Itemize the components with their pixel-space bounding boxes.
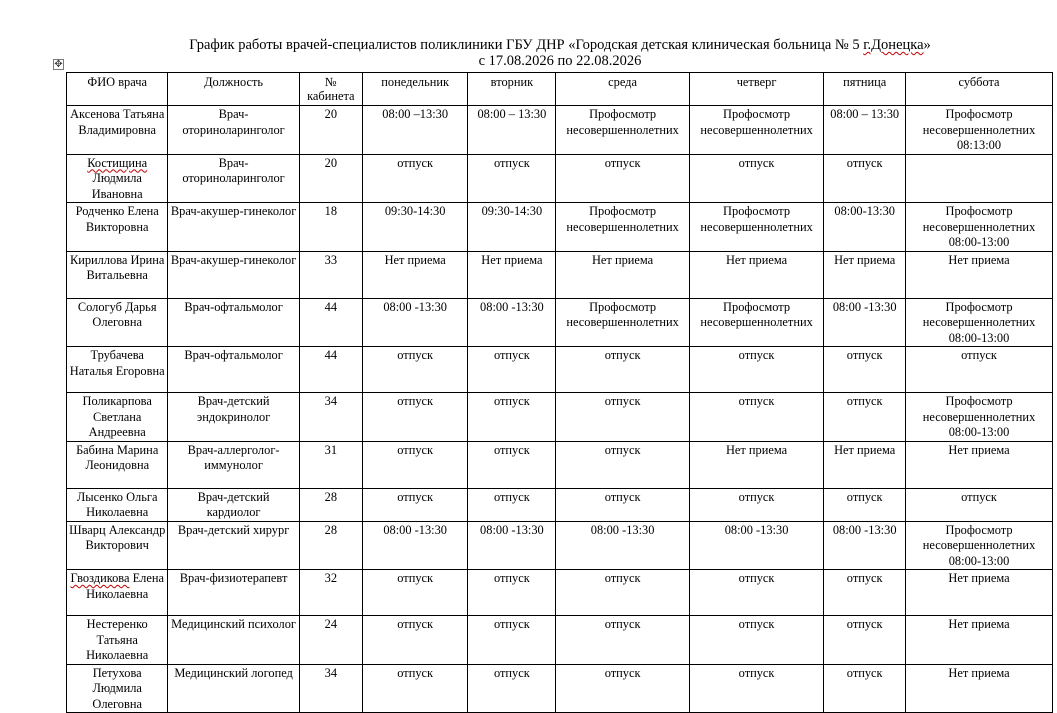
tuesday-cell: отпуск (468, 664, 556, 713)
friday-cell: отпуск (824, 616, 906, 665)
doctor-name: Нестеренко Татьяна Николаевна (67, 616, 168, 665)
wednesday-cell: Профосмотр несовершеннолетних (556, 298, 689, 347)
table-row (67, 203, 1053, 252)
tuesday-cell: отпуск (468, 154, 556, 203)
thursday-cell: отпуск (689, 664, 824, 713)
friday-cell: 08:00 -13:30 (824, 521, 906, 570)
thursday-cell: Профосмотр несовершеннолетних (689, 106, 824, 155)
position: Врач-акушер-гинеколог (168, 251, 299, 298)
monday-cell: 09:30-14:30 (362, 203, 468, 252)
wednesday-cell: отпуск (556, 570, 689, 616)
monday-cell: 08:00 -13:30 (362, 298, 468, 347)
table-row (67, 521, 1053, 570)
friday-cell: 08:00-13:30 (824, 203, 906, 252)
room-number: 20 (299, 154, 362, 203)
doctor-name: Аксенова Татьяна Владимировна (67, 106, 168, 155)
doctor-name: Шварц Александр Викторович (67, 521, 168, 570)
room-number: 18 (299, 203, 362, 252)
room-number: 44 (299, 347, 362, 393)
wednesday-cell: отпуск (556, 616, 689, 665)
position: Медицинский психолог (168, 616, 299, 665)
table-header-row (67, 73, 1053, 106)
saturday-cell: Профосмотр несовершеннолетних 08:00-13:00 (906, 521, 1053, 570)
position: Врач-офтальмолог (168, 347, 299, 393)
position: Врач-акушер-гинеколог (168, 203, 299, 252)
room-number: 34 (299, 393, 362, 442)
doctor-name: Гвоздикова Елена Николаевна (67, 570, 168, 616)
doctor-name: Трубачева Наталья Егоровна (67, 347, 168, 393)
saturday-cell: отпуск (906, 347, 1053, 393)
table-row (67, 488, 1053, 521)
saturday-cell: Нет приема (906, 664, 1053, 713)
monday-cell: отпуск (362, 488, 468, 521)
wednesday-cell: отпуск (556, 393, 689, 442)
room-number: 31 (299, 441, 362, 488)
saturday-cell: Нет приема (906, 570, 1053, 616)
thursday-cell: отпуск (689, 154, 824, 203)
monday-cell: отпуск (362, 664, 468, 713)
position: Врач-детский эндокринолог (168, 393, 299, 442)
schedule-table (66, 72, 1053, 713)
col-header-position: Должность (168, 73, 299, 106)
thursday-cell: 08:00 -13:30 (689, 521, 824, 570)
position: Врач-физиотерапевт (168, 570, 299, 616)
wednesday-cell: 08:00 -13:30 (556, 521, 689, 570)
room-number: 32 (299, 570, 362, 616)
tuesday-cell: 08:00 – 13:30 (468, 106, 556, 155)
table-row (67, 154, 1053, 203)
monday-cell: отпуск (362, 616, 468, 665)
title-close-quote: » (923, 37, 931, 53)
thursday-cell: Профосмотр несовершеннолетних (689, 298, 824, 347)
friday-cell: отпуск (824, 570, 906, 616)
room-number: 28 (299, 521, 362, 570)
wednesday-cell: отпуск (556, 664, 689, 713)
table-row (67, 298, 1053, 347)
saturday-cell: Нет приема (906, 251, 1053, 298)
thursday-cell: отпуск (689, 570, 824, 616)
doctor-surname: Костищина (87, 155, 148, 170)
room-number: 24 (299, 616, 362, 665)
friday-cell: отпуск (824, 154, 906, 203)
doctor-name: Костищина Людмила Ивановна (67, 154, 168, 203)
doctor-name: Сологуб Дарья Олеговна (67, 298, 168, 347)
position: Врач-офтальмолог (168, 298, 299, 347)
col-header-friday: пятница (824, 73, 906, 106)
tuesday-cell: 09:30-14:30 (468, 203, 556, 252)
thursday-cell: Нет приема (689, 441, 824, 488)
saturday-cell: Профосмотр несовершеннолетних 08:00-13:00 (906, 298, 1053, 347)
table-row (67, 393, 1053, 442)
friday-cell: Нет приема (824, 251, 906, 298)
friday-cell: отпуск (824, 488, 906, 521)
tuesday-cell: 08:00 -13:30 (468, 521, 556, 570)
monday-cell: отпуск (362, 441, 468, 488)
table-row (67, 616, 1053, 665)
tuesday-cell: отпуск (468, 488, 556, 521)
col-header-saturday: суббота (906, 73, 1053, 106)
col-header-wednesday: среда (556, 73, 689, 106)
friday-cell: 08:00 – 13:30 (824, 106, 906, 155)
monday-cell: Нет приема (362, 251, 468, 298)
thursday-cell: отпуск (689, 393, 824, 442)
col-header-name: ФИО врача (67, 73, 168, 106)
document-subtitle: с 17.08.2026 по 22.08.2026 (478, 53, 642, 69)
title-city: г.Донецка (863, 37, 924, 53)
friday-cell: отпуск (824, 347, 906, 393)
tuesday-cell: Нет приема (468, 251, 556, 298)
room-number: 33 (299, 251, 362, 298)
wednesday-cell: отпуск (556, 154, 689, 203)
wednesday-cell: Профосмотр несовершеннолетних (556, 203, 689, 252)
wednesday-cell: отпуск (556, 441, 689, 488)
thursday-cell: отпуск (689, 488, 824, 521)
friday-cell: отпуск (824, 393, 906, 442)
room-number: 34 (299, 664, 362, 713)
doctor-name: Родченко Елена Викторовна (67, 203, 168, 252)
thursday-cell: отпуск (689, 347, 824, 393)
doctor-name: Петухова Людмила Олеговна (67, 664, 168, 713)
table-row (67, 570, 1053, 616)
position: Врач-оториноларинголог (168, 106, 299, 155)
monday-cell: 08:00 -13:30 (362, 521, 468, 570)
monday-cell: отпуск (362, 393, 468, 442)
doctor-surname: Гвоздикова (70, 571, 130, 585)
thursday-cell: Нет приема (689, 251, 824, 298)
friday-cell: Нет приема (824, 441, 906, 488)
tuesday-cell: отпуск (468, 570, 556, 616)
saturday-cell: Профосмотр несовершеннолетних 08:13:00 (906, 106, 1053, 155)
saturday-cell: отпуск (906, 488, 1053, 521)
col-header-thursday: четверг (689, 73, 824, 106)
tuesday-cell: отпуск (468, 347, 556, 393)
doctor-name: Лысенко Ольга Николаевна (67, 488, 168, 521)
monday-cell: 08:00 –13:30 (362, 106, 468, 155)
tuesday-cell: отпуск (468, 616, 556, 665)
saturday-cell (906, 154, 1053, 203)
wednesday-cell: отпуск (556, 347, 689, 393)
room-number: 28 (299, 488, 362, 521)
monday-cell: отпуск (362, 570, 468, 616)
position: Врач-аллерголог-иммунолог (168, 441, 299, 488)
room-number: 20 (299, 106, 362, 155)
table-row (67, 347, 1053, 393)
wednesday-cell: Нет приема (556, 251, 689, 298)
friday-cell: 08:00 -13:30 (824, 298, 906, 347)
monday-cell: отпуск (362, 347, 468, 393)
position: Медицинский логопед (168, 664, 299, 713)
move-arrows-icon[interactable]: ✥ (54, 59, 63, 70)
saturday-cell: Профосмотр несовершеннолетних 08:00-13:00 (906, 203, 1053, 252)
table-row (67, 664, 1053, 713)
col-header-monday: понедельник (362, 73, 468, 106)
col-header-room: № кабинета (299, 73, 362, 106)
tuesday-cell: отпуск (468, 393, 556, 442)
saturday-cell: Нет приема (906, 441, 1053, 488)
position: Врач-детский хирург (168, 521, 299, 570)
table-row (67, 106, 1053, 155)
thursday-cell: отпуск (689, 616, 824, 665)
saturday-cell: Нет приема (906, 616, 1053, 665)
saturday-cell: Профосмотр несовершеннолетних 08:00-13:00 (906, 393, 1053, 442)
tuesday-cell: 08:00 -13:30 (468, 298, 556, 347)
doctor-name: Кириллова Ирина Витальевна (67, 251, 168, 298)
title-text: График работы врачей-специалистов поликлиники ГБУ ДНР «Городская детская клиническая больница № 5 (189, 37, 864, 53)
thursday-cell: Профосмотр несовершеннолетних (689, 203, 824, 252)
position: Врач-детский кардиолог (168, 488, 299, 521)
wednesday-cell: отпуск (556, 488, 689, 521)
room-number: 44 (299, 298, 362, 347)
table-row (67, 441, 1053, 488)
table-row (67, 251, 1053, 298)
doctor-name: Бабина Марина Леонидовна (67, 441, 168, 488)
doctor-name: Поликарпова Светлана Андреевна (67, 393, 168, 442)
tuesday-cell: отпуск (468, 441, 556, 488)
friday-cell: отпуск (824, 664, 906, 713)
monday-cell: отпуск (362, 154, 468, 203)
position: Врач-оториноларинголог (168, 154, 299, 203)
wednesday-cell: Профосмотр несовершеннолетних (556, 106, 689, 155)
col-header-tuesday: вторник (468, 73, 556, 106)
document-title (0, 37, 1057, 69)
